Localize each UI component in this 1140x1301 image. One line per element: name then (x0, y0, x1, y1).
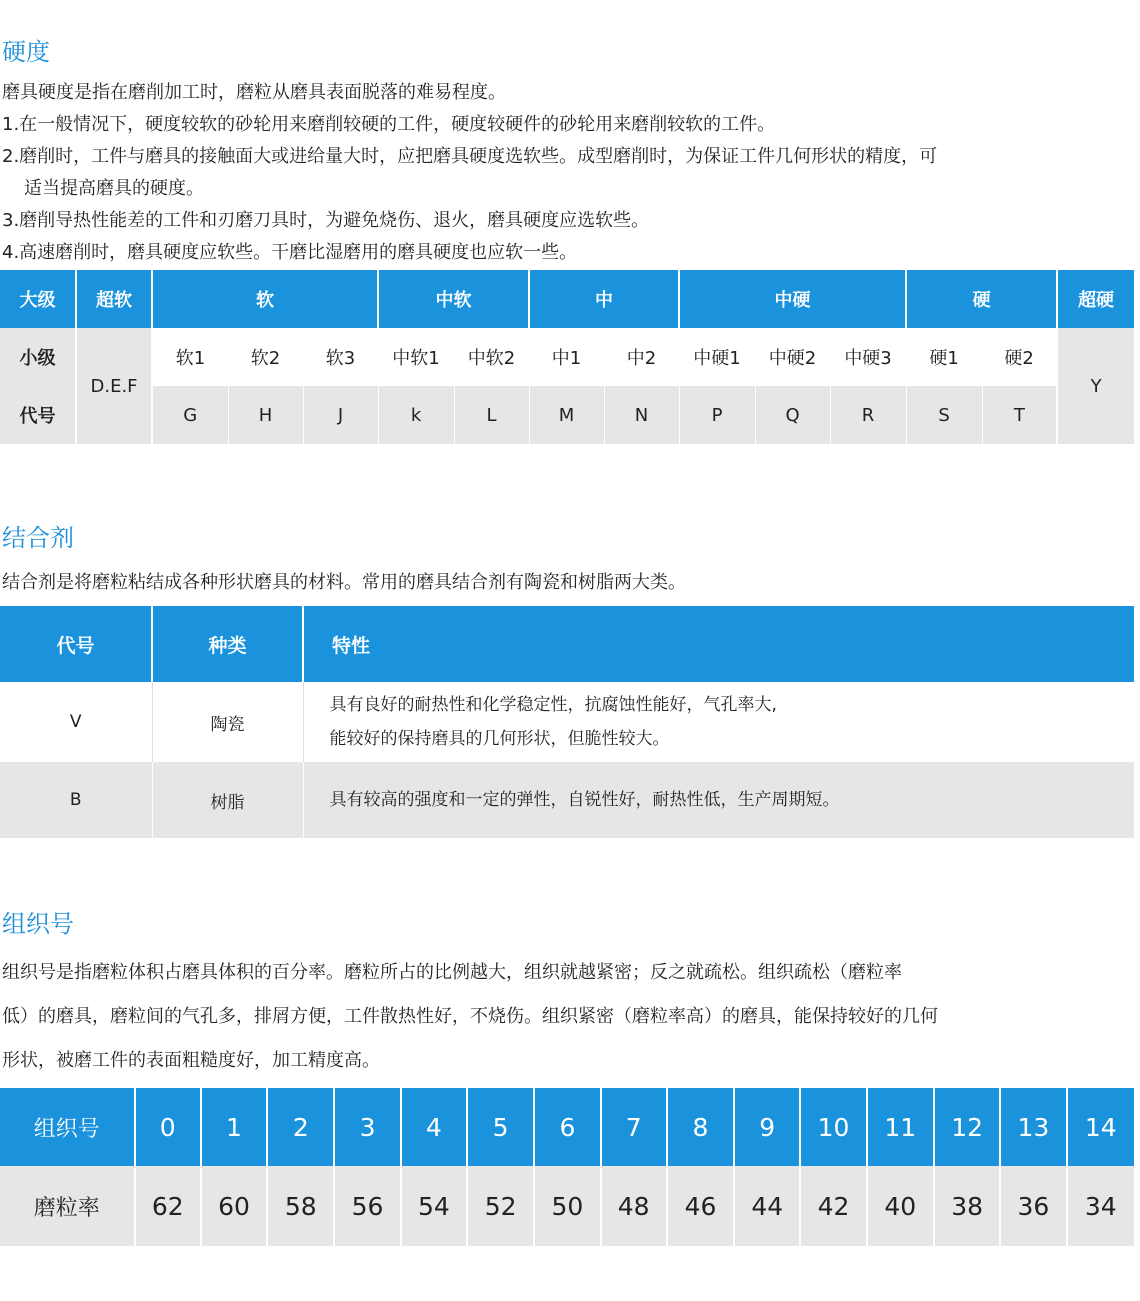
bond-header-row (0, 606, 1134, 682)
structure-number-cell: 9 (734, 1088, 800, 1166)
structure-number-cell: 10 (800, 1088, 866, 1166)
structure-rate-cell: 42 (800, 1166, 866, 1246)
code-cell: G (152, 386, 228, 444)
hardness-title: 硬度 (2, 38, 50, 66)
table-row (0, 762, 1134, 838)
grade-medium-soft: 中软 (378, 270, 529, 328)
grade-header-label: 大级 (0, 270, 76, 328)
code-cell: M (529, 386, 604, 444)
structure-rate-cell: 62 (135, 1166, 201, 1246)
structure-number-cell: 5 (467, 1088, 534, 1166)
sub-cell: 中1 (529, 328, 604, 386)
bond-intro: 结合剂是将磨粒粘结成各种形状磨具的材料。常用的磨具结合剂有陶瓷和树脂两大类。 (2, 572, 686, 593)
bond-table (0, 606, 1134, 838)
sub-cell: 中硬3 (830, 328, 906, 386)
structure-number-cell: 13 (1000, 1088, 1066, 1166)
code-cell: Q (755, 386, 830, 444)
bond-title: 结合剂 (2, 524, 74, 552)
structure-rate-cell: 48 (601, 1166, 667, 1246)
sub-cell: 软3 (303, 328, 378, 386)
grade-medium-hard: 中硬 (679, 270, 906, 328)
structure-title: 组织号 (2, 910, 74, 938)
code-cell: J (303, 386, 378, 444)
structure-rate-row (0, 1166, 1134, 1246)
structure-rate-cell: 40 (867, 1166, 934, 1246)
bond-desc (303, 682, 1134, 762)
bond-type: 树脂 (152, 762, 303, 838)
sub-cell: 中硬1 (679, 328, 755, 386)
bond-header-type: 种类 (152, 606, 303, 682)
bond-desc-line: 具有良好的耐热性和化学稳定性，抗腐蚀性能好，气孔率大, (329, 695, 777, 715)
code-cell: S (906, 386, 982, 444)
code-cell: L (454, 386, 529, 444)
sub-cell: 硬1 (906, 328, 982, 386)
structure-rate-cell: 54 (401, 1166, 467, 1246)
structure-number-cell: 4 (401, 1088, 467, 1166)
sub-cell: 中软2 (454, 328, 529, 386)
code-cell: T (982, 386, 1057, 444)
hardness-point-1: 1.在一般情况下，硬度较软的砂轮用来磨削较硬的工件，硬度较硬件的砂轮用来磨削较软的工件。 (2, 114, 776, 135)
structure-value-label: 磨粒率 (0, 1166, 135, 1246)
bond-code: V (0, 682, 152, 762)
structure-number-cell: 12 (934, 1088, 1000, 1166)
hardness-intro: 磨具硬度是指在磨削加工时，磨粒从磨具表面脱落的难易程度。 (2, 82, 506, 103)
code-cell: R (830, 386, 906, 444)
sub-cell: 软1 (152, 328, 228, 386)
structure-number-cell: 0 (135, 1088, 201, 1166)
bond-type: 陶瓷 (152, 682, 303, 762)
structure-row-label: 组织号 (0, 1088, 135, 1166)
code-cell: k (378, 386, 454, 444)
bond-code: B (0, 762, 152, 838)
code-cell: H (228, 386, 303, 444)
structure-rate-cell: 50 (534, 1166, 600, 1246)
sub-cell: 硬2 (982, 328, 1057, 386)
sub-cell: 中2 (604, 328, 679, 386)
code-header-label: 代号 (0, 386, 76, 444)
structure-rate-cell: 36 (1000, 1166, 1066, 1246)
structure-number-cell: 1 (201, 1088, 267, 1166)
structure-rate-cell: 56 (334, 1166, 400, 1246)
grade-hard: 硬 (906, 270, 1057, 328)
structure-number-cell: 6 (534, 1088, 600, 1166)
structure-rate-cell: 44 (734, 1166, 800, 1246)
hardness-point-2-cont: 适当提高磨具的硬度。 (24, 178, 204, 199)
bond-desc (303, 762, 1134, 838)
hardness-table (0, 270, 1134, 444)
super-soft-code: D.E.F (76, 328, 152, 444)
grade-soft: 软 (152, 270, 378, 328)
hardness-point-2: 2.磨削时，工件与磨具的接触面大或进给量大时，应把磨具硬度选软些。成型磨削时，为保证工件几何形状的精度，可 (2, 146, 938, 167)
structure-table (0, 1088, 1134, 1246)
structure-number-cell: 8 (667, 1088, 734, 1166)
sub-header-label: 小级 (0, 328, 76, 386)
structure-number-cell: 3 (334, 1088, 400, 1166)
structure-line-2: 低）的磨具，磨粒间的气孔多，排屑方便，工件散热性好，不烧伤。组织紧密（磨粒率高）的磨具，能保持较好的几何 (2, 1006, 938, 1027)
structure-number-cell: 2 (267, 1088, 334, 1166)
grade-medium: 中 (529, 270, 679, 328)
bond-header-code: 代号 (0, 606, 152, 682)
structure-rate-cell: 46 (667, 1166, 734, 1246)
table-row (0, 682, 1134, 762)
structure-rate-cell: 52 (467, 1166, 534, 1246)
structure-number-cell: 7 (601, 1088, 667, 1166)
hardness-code-row (0, 386, 1134, 444)
hardness-sub-row (0, 328, 1134, 386)
bond-desc-line: 能较好的保持磨具的几何形状，但脆性较大。 (329, 729, 670, 749)
structure-number-row (0, 1088, 1134, 1166)
sub-cell: 中软1 (378, 328, 454, 386)
structure-rate-cell: 38 (934, 1166, 1000, 1246)
hardness-point-4: 4.高速磨削时，磨具硬度应软些。干磨比湿磨用的磨具硬度也应软一些。 (2, 242, 578, 263)
super-hard-code: Y (1057, 328, 1134, 444)
code-cell: N (604, 386, 679, 444)
structure-rate-cell: 58 (267, 1166, 334, 1246)
sub-cell: 软2 (228, 328, 303, 386)
bond-header-property: 特性 (303, 606, 1134, 682)
sub-cell: 中硬2 (755, 328, 830, 386)
code-cell: P (679, 386, 755, 444)
structure-rate-cell: 34 (1067, 1166, 1134, 1246)
structure-number-cell: 11 (867, 1088, 934, 1166)
structure-number-cell: 14 (1067, 1088, 1134, 1166)
structure-rate-cell: 60 (201, 1166, 267, 1246)
grade-super-soft: 超软 (76, 270, 152, 328)
bond-desc-line: 具有较高的强度和一定的弹性，自锐性好，耐热性低，生产周期短。 (329, 790, 840, 810)
structure-line-3: 形状，被磨工件的表面粗糙度好，加工精度高。 (2, 1050, 380, 1071)
hardness-point-3: 3.磨削导热性能差的工件和刃磨刀具时，为避免烧伤、退火，磨具硬度应选软些。 (2, 210, 650, 231)
grade-super-hard: 超硬 (1057, 270, 1134, 328)
structure-line-1: 组织号是指磨粒体积占磨具体积的百分率。磨粒所占的比例越大，组织就越紧密；反之就疏松。组织疏松（磨粒率 (2, 962, 902, 983)
hardness-grade-row (0, 270, 1134, 328)
